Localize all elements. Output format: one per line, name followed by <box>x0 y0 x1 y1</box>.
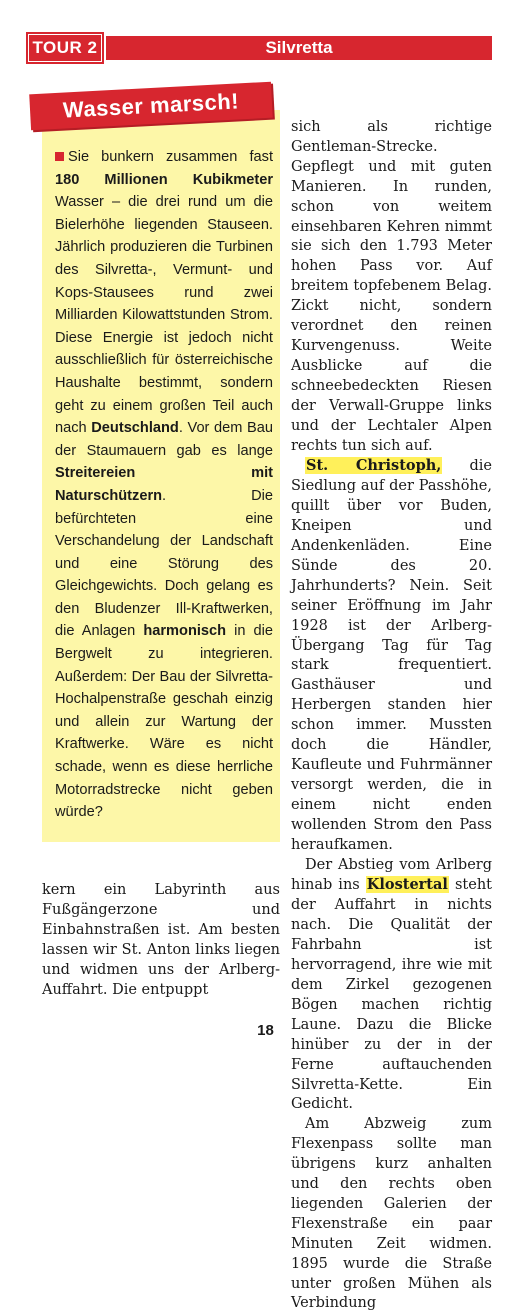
info-box-title: Wasser marsch! <box>29 82 273 131</box>
info-text-1: Sie bunkern zusammen fast <box>68 149 273 165</box>
paragraph <box>291 456 492 855</box>
left-bottom-column <box>42 881 280 1000</box>
info-bold-3: Streitereien mit Naturschützern <box>55 465 273 504</box>
paragraph-text: die Siedlung auf der Passhöhe, quillt über vor Buden, Kneipen und Andenkenläden. Eine Sünde des 20. Jahrhunderts? Nein. Seit seiner Eröffnung im Jahr 1928 ist der Arlberg-Übergang Tag für Tag stark frequentiert. Gasthäuser und Herbergen standen hier schon immer. Mussten doch die Händler, Kaufleute und Fuhrmänner versorgt werden, die in einem nicht enden wollenden Strom den Pass heraufkamen. <box>291 458 492 853</box>
info-bold-2: Deutschland <box>91 420 179 437</box>
info-text-2: Wasser – die drei rund um die Bielerhöhe liegenden Stauseen. Jährlich produzieren die Turbinen des Silvretta-, Vermunt- und Kops-Stausees rund zwei Milliarden Kilowattstunden Strom. Diese Energie ist jedoch nicht ausschließlich für österreichische Haushalte bestimmt, sondern geht zu einem großen Teil auch nach <box>55 194 273 437</box>
info-bold-4: harmonisch <box>143 623 227 640</box>
highlight-st-christoph: St. Christoph, <box>306 457 442 475</box>
paragraph: sich als richtige Gentleman-Strecke. Gepflegt und mit guten Manieren. In runden, schon von weitem einsehbaren Kehren nimmt sie sich den 1.793 Meter hohen Pass vor. Auf breitem topfebenem Belag. Zickt nicht, sondern verordnet den reinen Kurvengenuss. Weite Ausblicke auf die schneebedeckten Riesen der Verwall-Gruppe links und der Lechtaler Alpen rechts tun sich auf. <box>291 119 492 454</box>
right-column <box>291 118 492 1314</box>
page-header <box>28 34 492 62</box>
paragraph <box>291 856 492 1116</box>
highlight-klostertal: Klostertal <box>366 876 448 894</box>
paragraph-text: steht der Auffahrt in nichts nach. Die Qualität der Fahrbahn ist hervorragend, ihre wie mit dem Zirkel gezogenen Bögen machen richtig Laune. Dazu die Blicke hinüber zu der in der Ferne auftauchenden Silvretta-Kette. Ein Gedicht. <box>291 877 492 1113</box>
info-text-4: . Die befürchteten eine Verschandelung der Landschaft und eine Störung des Gleichgewichts. Doch gelang es den Bludenzer Ill-Kraftwerken, die Anlagen <box>55 487 273 640</box>
page-number: 18 <box>257 1022 274 1039</box>
square-bullet-icon <box>55 152 64 161</box>
paragraph: kern ein Labyrinth aus Fußgängerzone und Einbahnstraßen ist. Am besten lassen wir St. Anton links liegen und widmen uns der Arlberg-Auffahrt. Die entpuppt <box>42 882 280 998</box>
paragraph-text: Der Abstieg vom Arlberg hinab ins <box>291 856 492 894</box>
paragraph: Am Abzweig zum Flexenpass sollte man übrigens kurz anhalten und den rechts oben liegenden Galerien der Flexenstraße ein paar Minuten Zeit widmen. 1895 wurde die Straße unter großen Mühen als Verbindung <box>291 1116 492 1312</box>
section-title: Silvretta <box>106 36 492 60</box>
info-box-text <box>55 146 273 824</box>
tour-label: TOUR 2 <box>28 34 102 62</box>
info-bold-1: 180 Millionen Kubikmeter <box>55 171 273 188</box>
info-text-5: in die Bergwelt zu integrieren. Außerdem: Der Bau der Silvretta-Hochalpenstraße geschah einzig und allein zur Wartung der Kraftwerke. Wäre es nicht schade, wenn es diese herrliche Motorradstrecke nicht geben würde? <box>55 623 273 821</box>
info-text-3: . Vor dem Bau der Staumauern gab es lange <box>55 420 273 459</box>
